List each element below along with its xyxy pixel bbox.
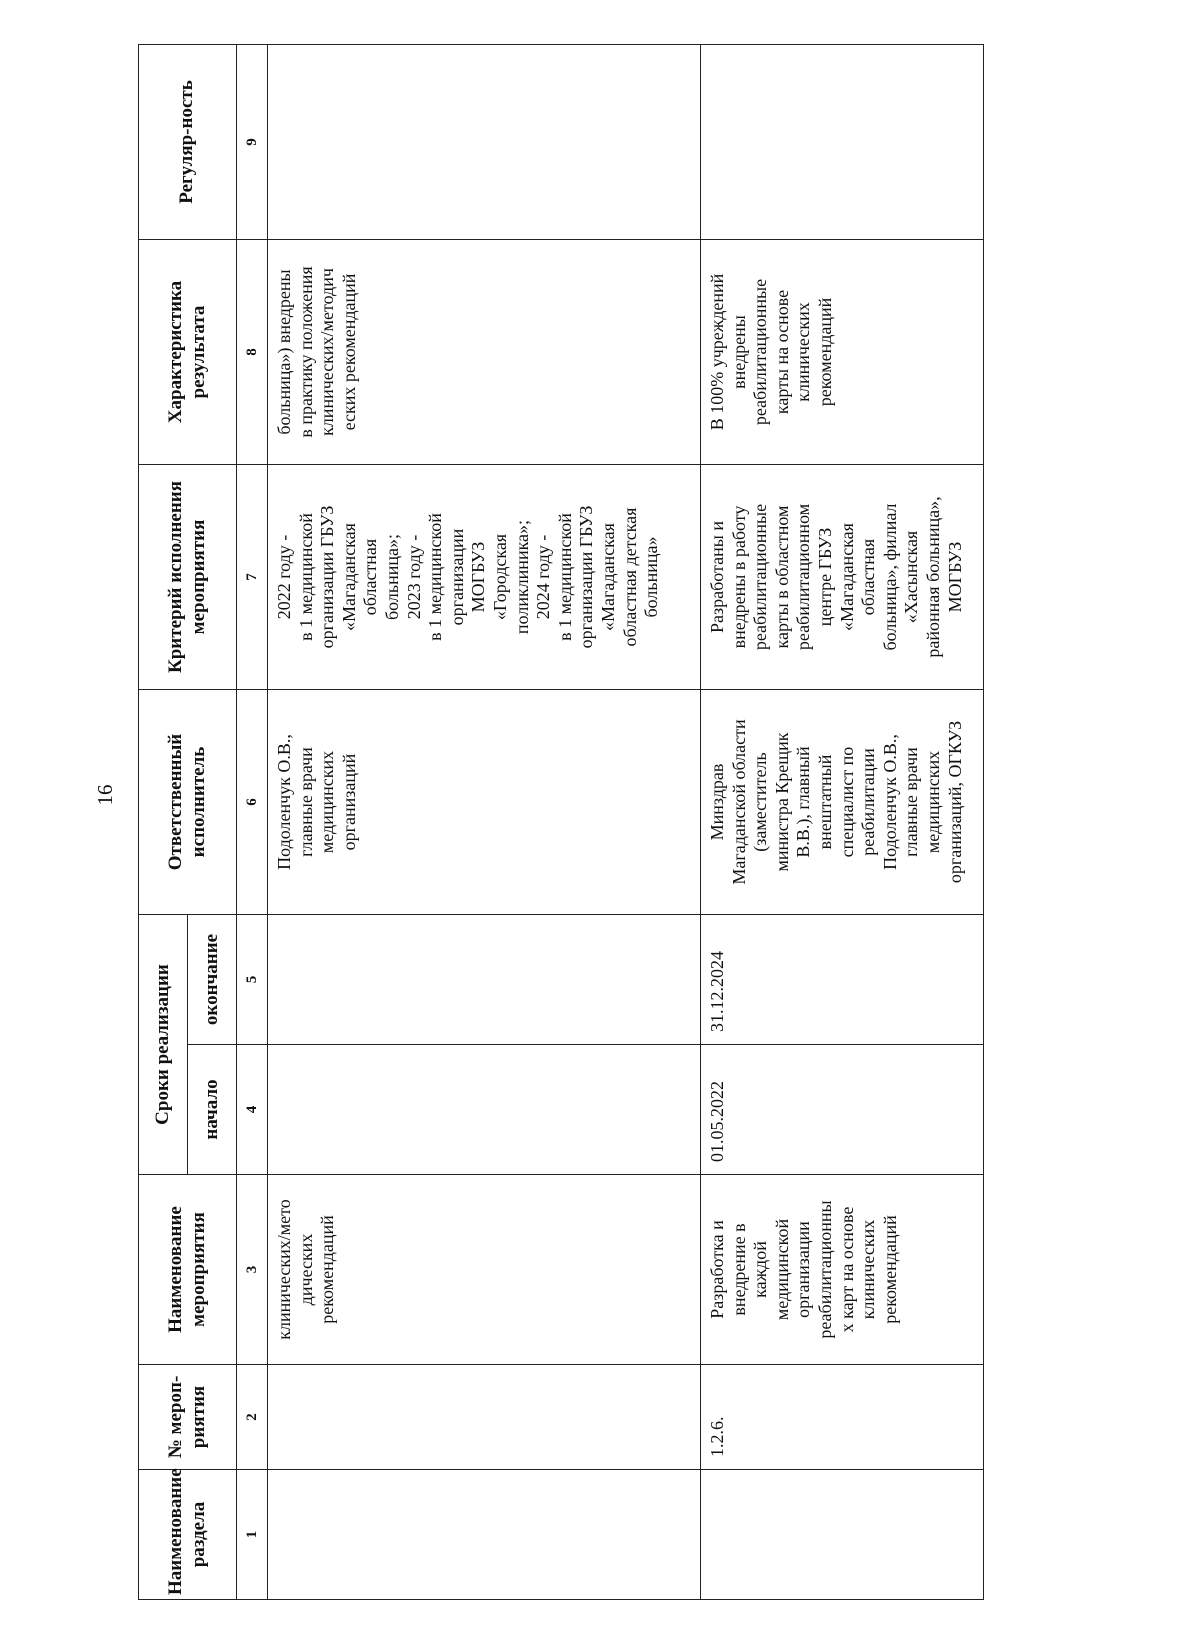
- header-start: начало: [188, 1045, 237, 1175]
- header-regularity: Регуляр-ность: [139, 45, 237, 240]
- column-number: 3: [237, 1175, 268, 1365]
- column-number: 8: [237, 240, 268, 465]
- cell-start: [268, 1045, 701, 1175]
- page-number: 16: [93, 784, 117, 806]
- cell-responsible: Минздрав Магаданской области (заместитель министра Крещик В.В.), главный внештатный специалист по реабилитации Подоленчук О.В., главные врачи медицинских организаций, ОГКУЗ: [701, 690, 984, 915]
- column-number: 1: [237, 1470, 268, 1600]
- cell-number: [268, 1365, 701, 1470]
- cell-responsible: Подоленчук О.В., главные врачи медицинских организаций: [268, 690, 701, 915]
- cell-criterion: Разработаны и внедрены в работу реабилитационные карты в областном реабилитационном центре ГБУЗ «Магаданская областная больница», филиал «Хасынская районная больница», МОГБУЗ: [701, 465, 984, 690]
- column-number: 6: [237, 690, 268, 915]
- cell-end: [268, 915, 701, 1045]
- column-number: 7: [237, 465, 268, 690]
- rotated-table-container: [138, 45, 1038, 1600]
- column-number: 2: [237, 1365, 268, 1470]
- cell-section: [268, 1470, 701, 1600]
- cell-regularity: [268, 45, 701, 240]
- header-activity-name: Наименование мероприятия: [139, 1175, 237, 1365]
- cell-section: [701, 1470, 984, 1600]
- header-section-name: Наименование раздела: [139, 1470, 237, 1600]
- header-end: окончание: [188, 915, 237, 1045]
- cell-activity-name: Разработка и внедрение в каждой медицинской организации реабилитационны х карт на основе клинических рекомендаций: [701, 1175, 984, 1365]
- header-criterion: Критерий исполнения мероприятия: [139, 465, 237, 690]
- cell-start: 01.05.2022: [701, 1045, 984, 1175]
- table-header-row: [139, 45, 188, 1600]
- cell-result: В 100% учреждений внедрены реабилитационные карты на основе клинических рекомендаций: [701, 240, 984, 465]
- header-activity-number: № мероп-риятия: [139, 1365, 237, 1470]
- cell-criterion: 2022 году - в 1 медицинской организации ГБУЗ «Магаданская областная больница»; 2023 году - в 1 медицинской организации МОГБУЗ «Городская поликлиника»; 2024 году - в 1 медицинской организации ГБУЗ «Магаданская областная детская больница»: [268, 465, 701, 690]
- header-result: Характеристика результата: [139, 240, 237, 465]
- table-row: [268, 45, 701, 1600]
- header-timeframe: Сроки реализации: [139, 915, 188, 1175]
- cell-regularity: [701, 45, 984, 240]
- activities-table: [138, 44, 984, 1600]
- cell-end: 31.12.2024: [701, 915, 984, 1045]
- column-number: 4: [237, 1045, 268, 1175]
- cell-result: больница») внедрены в практику положения клинических/методич еских рекомендаций: [268, 240, 701, 465]
- cell-number: 1.2.6.: [701, 1365, 984, 1470]
- column-numbers-row: [237, 45, 268, 1600]
- cell-activity-name: клинических/мето дических рекомендаций: [268, 1175, 701, 1365]
- table-row: [701, 45, 984, 1600]
- column-number: 5: [237, 915, 268, 1045]
- header-responsible: Ответственный исполнитель: [139, 690, 237, 915]
- column-number: 9: [237, 45, 268, 240]
